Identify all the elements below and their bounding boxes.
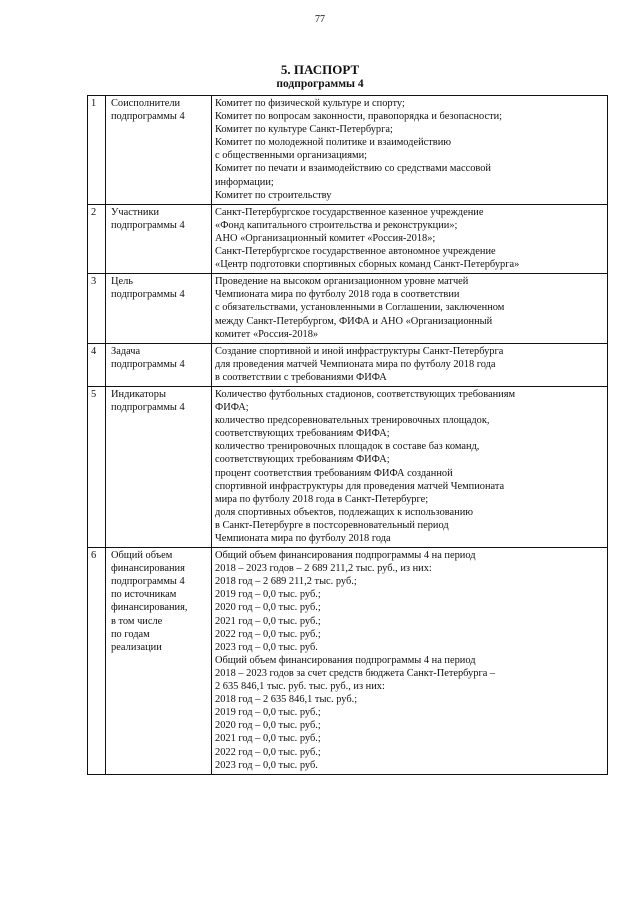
table-row [88,96,608,205]
row-content-line: 2022 год – 0,0 тыс. руб.; [215,746,321,758]
row-content-line: АНО «Организационный комитет «Россия-2018»; [215,232,436,244]
row-number: 4 [88,343,106,386]
row-content-line: 2022 год – 0,0 тыс. руб.; [215,628,321,640]
row-label [106,274,212,343]
row-label-line: Соисполнители [111,98,181,109]
row-content-line: 2 635 846,1 тыс. руб. тыс. руб., из них: [215,681,385,693]
row-content-line: количество предсоревновательных тренировочных площадок, [215,415,490,427]
row-label-line: подпрограммы 4 [111,219,185,231]
row-content-line: Создание спортивной и иной инфраструктуры Санкт-Петербурга [215,345,504,357]
row-content-line: «Центр подготовки спортивных сборных команд Санкт-Петербурга» [215,259,520,271]
row-label [106,386,212,547]
row-content-line: Общий объем финансирования подпрограммы 4 на период [215,654,476,666]
row-label [106,548,212,775]
row-content-line: Чемпионата мира по футболу 2018 года в соответствии [215,289,460,301]
row-label-line: реализации [111,641,162,653]
passport-table [87,95,608,775]
row-number: 1 [88,96,106,205]
row-content-line: Санкт-Петербургское государственное автономное учреждение [215,246,496,258]
row-content-line: 2020 год – 0,0 тыс. руб.; [215,602,321,614]
row-content-line: Санкт-Петербургское государственное казенное учреждение [215,206,484,218]
row-content-line: 2018 – 2023 годов – 2 689 211,2 тыс. руб., из них: [215,563,432,575]
table-row [88,343,608,386]
row-content-line: Общий объем финансирования подпрограммы 4 на период [215,550,476,562]
row-content-line: для проведения матчей Чемпионата мира по футболу 2018 года [215,358,496,370]
row-content-line: Проведение на высоком организационном уровне матчей [215,276,469,288]
row-label [106,343,212,386]
row-label-line: подпрограммы 4 [111,289,185,301]
page-number: 77 [315,14,325,25]
title-block [0,62,640,91]
row-content-line: 2018 год – 2 689 211,2 тыс. руб.; [215,576,357,588]
row-label-line: финансирования, [111,602,188,614]
row-content [212,548,608,775]
row-content-line: ФИФА; [215,402,249,414]
row-number: 2 [88,204,106,273]
row-content-line: 2020 год – 0,0 тыс. руб.; [215,720,321,732]
row-content-line: Комитет по культуре Санкт-Петербурга; [215,124,393,136]
row-label-line: по источникам [111,589,177,601]
row-content-line: Комитет по физической культуре и спорту; [215,98,405,109]
row-label-line: финансирования [111,563,185,575]
row-content [212,96,608,205]
row-label-line: подпрограммы 4 [111,402,185,414]
row-content-line: 2019 год – 0,0 тыс. руб.; [215,589,321,601]
row-content-line: с общественными организациями; [215,150,368,162]
row-content-line: с обязательствами, установленными в Соглашении, заключенном [215,302,505,314]
page-title: 5. ПАСПОРТ [280,62,360,77]
row-content-line: в соответствии с требованиями ФИФА [215,371,387,383]
row-content-line: Комитет по вопросам законности, правопорядка и безопасности; [215,111,503,123]
row-content-line: 2018 год – 2 635 846,1 тыс. руб.; [215,694,358,706]
row-content-line: комитет «Россия-2018» [215,328,319,340]
row-label-line: Задача [111,345,141,357]
row-content [212,274,608,343]
row-label-line: подпрограммы 4 [111,111,185,123]
row-content [212,386,608,547]
page-subtitle: подпрограммы 4 [276,78,364,90]
row-number: 5 [88,386,106,547]
row-content-line: Комитет по строительству [215,189,332,201]
row-content-line: Комитет по печати и взаимодействию со средствами массовой [215,163,491,175]
row-number: 6 [88,548,106,775]
passport-table-body [88,96,608,775]
row-label-line: Цель [111,276,134,288]
table-row [88,274,608,343]
row-label [106,96,212,205]
row-content-line: 2021 год – 0,0 тыс. руб.; [215,733,321,745]
row-content-line: в Санкт-Петербурге в постсоревновательный период [215,519,449,531]
row-label-line: подпрограммы 4 [111,576,185,588]
row-content-line: спортивной инфраструктуры для проведения матчей Чемпионата [215,480,505,492]
row-label [106,204,212,273]
row-content-line: 2023 год – 0,0 тыс. руб. [215,759,318,771]
row-content-line: соответствующих требованиям ФИФА; [215,428,390,440]
row-content-line: Комитет по молодежной политике и взаимодействию [215,137,452,149]
table-row [88,386,608,547]
table-row [88,204,608,273]
row-content-line: доля спортивных объектов, подлежащих к использованию [215,506,474,518]
row-label-line: подпрограммы 4 [111,358,185,370]
row-content [212,343,608,386]
row-content-line: 2018 – 2023 годов за счет средств бюджета Санкт-Петербурга – [215,667,496,679]
table-row [88,548,608,775]
row-label-line: Индикаторы [111,388,166,400]
row-content-line: 2021 год – 0,0 тыс. руб.; [215,615,321,627]
row-content-line: информации; [215,176,274,188]
row-content [212,204,608,273]
row-content-line: Количество футбольных стадионов, соответствующих требованиям [215,388,516,400]
row-label-line: Участники [111,206,160,218]
row-label-line: в том числе [111,615,163,627]
row-number: 3 [88,274,106,343]
row-label-line: по годам [111,628,150,640]
row-content-line: между Санкт-Петербургом, ФИФА и АНО «Организационный [215,315,493,327]
row-content-line: «Фонд капитального строительства и реконструкции»; [215,219,458,231]
row-content-line: 2019 год – 0,0 тыс. руб.; [215,707,321,719]
row-content-line: 2023 год – 0,0 тыс. руб. [215,641,318,653]
row-content-line: Чемпионата мира по футболу 2018 года [215,533,391,544]
row-content-line: соответствующих требованиям ФИФА; [215,454,390,466]
row-content-line: процент соответствия требованиям ФИФА созданной [215,467,453,479]
row-content-line: мира по футболу 2018 года в Санкт-Петербурге; [215,493,429,505]
row-label-line: Общий объем [111,550,173,562]
row-content-line: количество тренировочных площадок в составе баз команд, [215,441,480,453]
